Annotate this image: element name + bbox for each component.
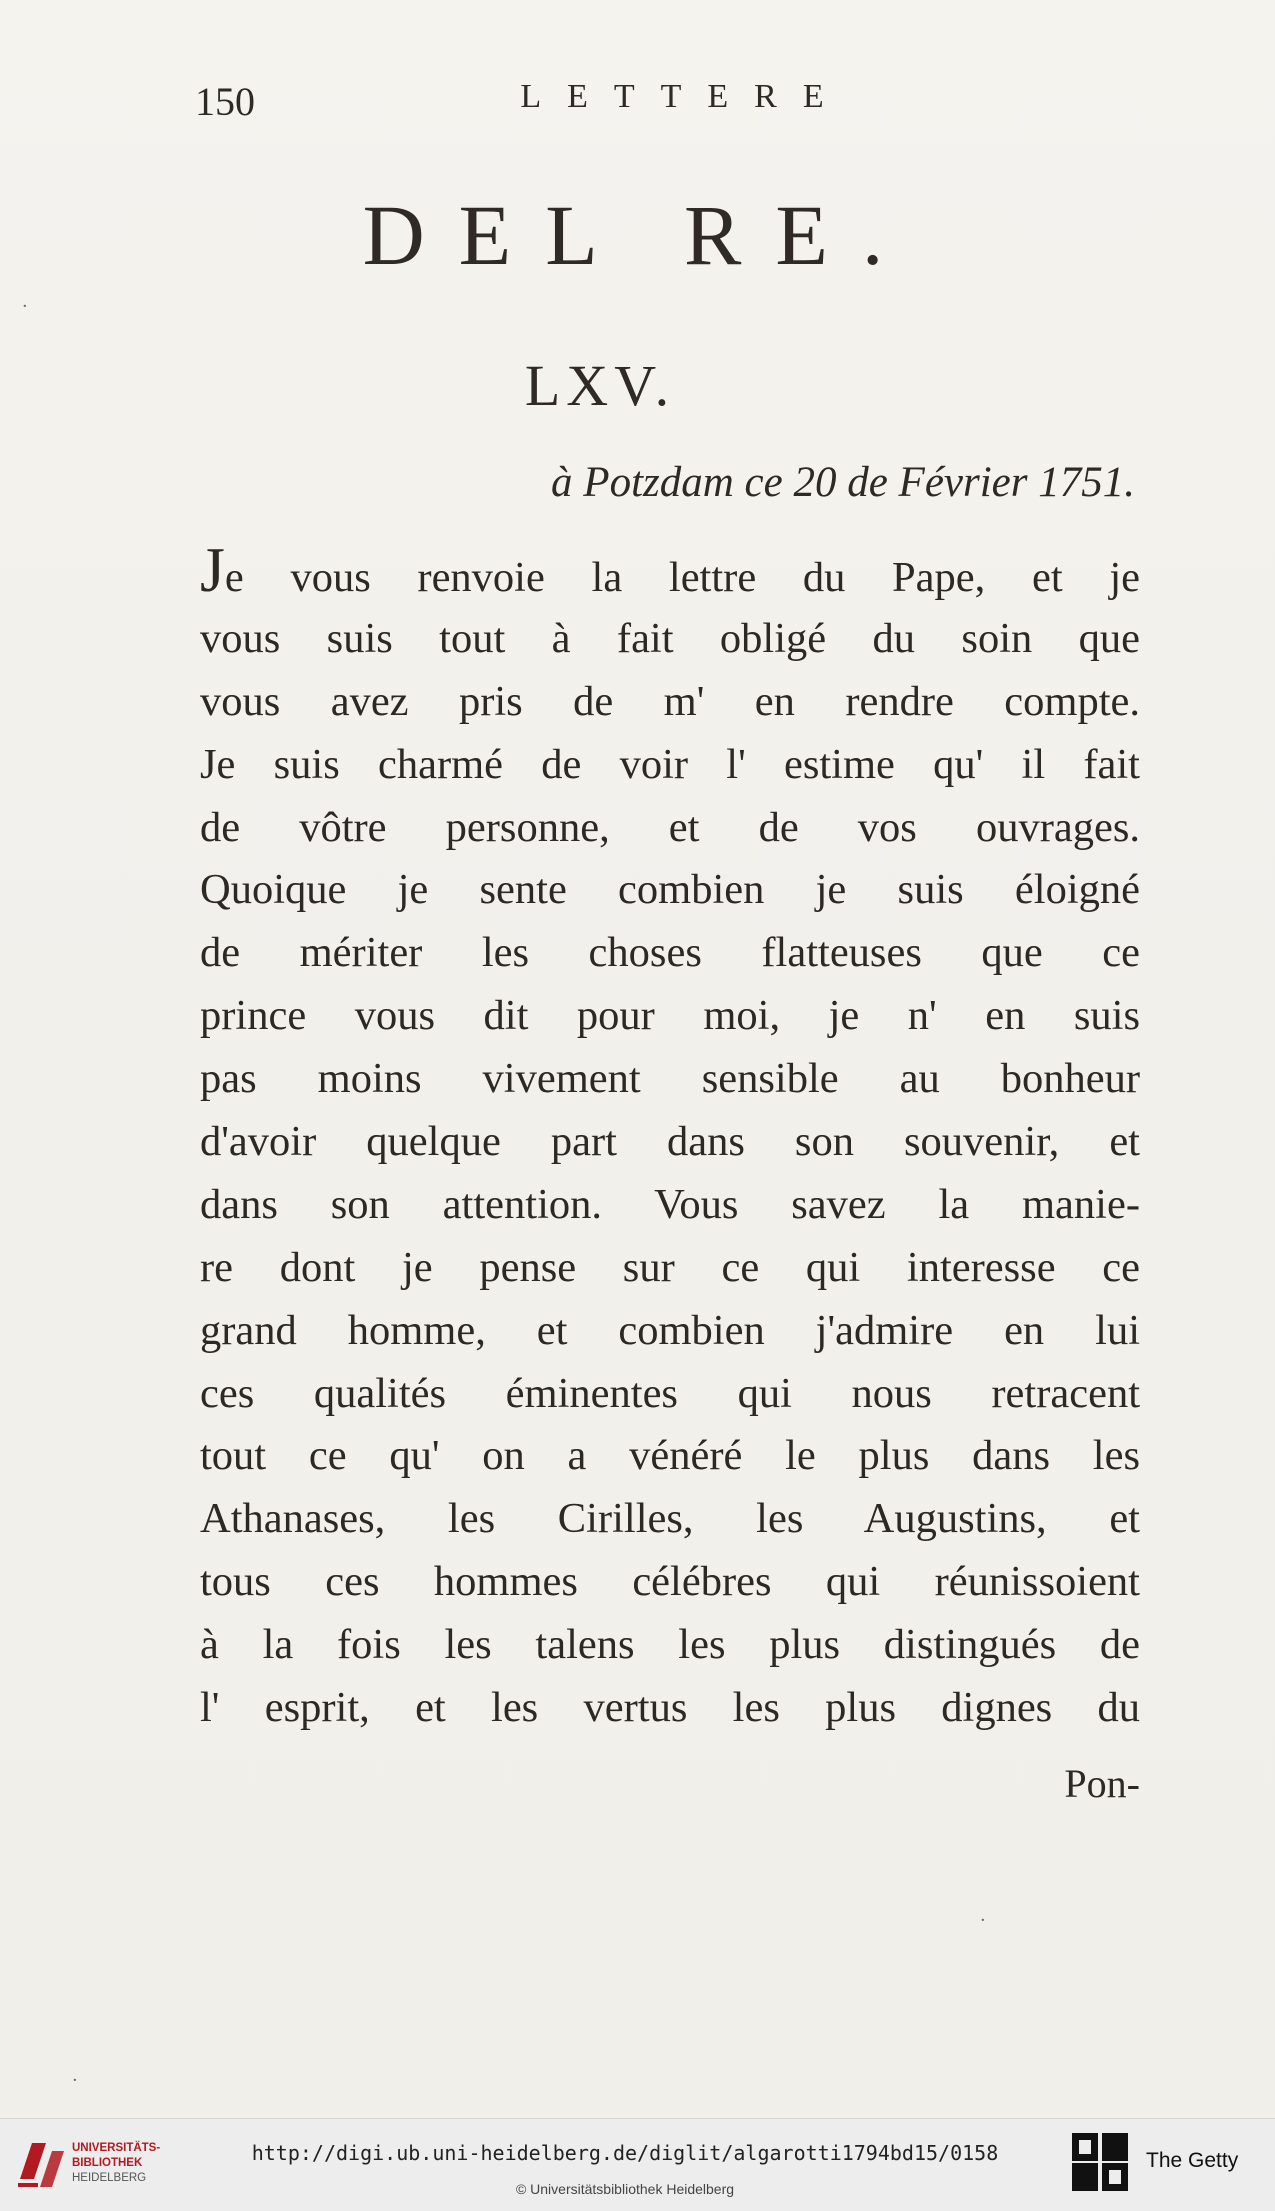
getty-logo-icon	[1070, 2131, 1130, 2193]
text-line: tous ces hommes célébres qui réunissoient	[200, 1558, 1140, 1606]
letter-number: LXV.	[524, 353, 676, 418]
paper-speck: ·	[72, 2070, 78, 2091]
text-line: Quoique je sente combien je suis éloigné	[200, 866, 1140, 914]
text-line: vous avez pris de m' en rendre compte.	[200, 677, 1140, 725]
running-head	[195, 78, 1145, 128]
catchword: Pon-	[1064, 1761, 1140, 1806]
text-line: vous suis tout à fait obligé du soin que	[200, 614, 1140, 662]
text-line: Athanases, les Cirilles, les Augustins, et	[200, 1495, 1140, 1543]
text-line: d'avoir quelque part dans son souvenir, et	[200, 1118, 1140, 1166]
drop-cap: J	[200, 545, 225, 605]
text-line: re dont je pense sur ce qui interesse ce	[200, 1243, 1140, 1291]
text-line: tout ce qu' on a vénéré le plus dans les	[200, 1432, 1140, 1480]
text-line: l' esprit, et les vertus les plus dignes du	[200, 1684, 1140, 1732]
text-line: ces qualités éminentes qui nous retracent	[200, 1369, 1140, 1417]
text-line: prince vous dit pour moi, je n' en suis	[200, 992, 1140, 1040]
footer-bar	[0, 2118, 1275, 2211]
paper-speck: ·	[22, 296, 28, 317]
page-number: 150	[195, 79, 255, 124]
library-name: UNIVERSITÄTS- BIBLIOTHEK HEIDELBERG	[72, 2142, 161, 2184]
text-line: à la fois les talens les plus distingués de	[200, 1621, 1140, 1669]
university-library-logo-icon	[12, 2135, 72, 2195]
text-line: grand homme, et combien j'admire en lui	[200, 1306, 1140, 1354]
text-line: Je suis charmé de voir l' estime qu' il fait	[200, 740, 1140, 788]
copyright-notice: © Universitätsbibliothek Heidelberg	[515, 2181, 735, 2197]
paper-speck: ·	[980, 1910, 986, 1931]
text-line: dans son attention. Vous savez la manie-	[200, 1180, 1140, 1228]
letter-body	[200, 545, 1140, 1740]
getty-label: The Getty	[1146, 2149, 1239, 2172]
section-title: DEL RE.	[362, 187, 918, 283]
text-line: Je vous renvoie la lettre du Pape, et je	[200, 545, 1140, 608]
text-line: de mériter les choses flatteuses que ce	[200, 929, 1140, 977]
running-title: LETTERE	[520, 78, 850, 115]
text-line: pas moins vivement sensible au bonheur	[200, 1055, 1140, 1103]
dateline: à Potzdam ce 20 de Février 1751.	[551, 459, 1135, 506]
permalink-url[interactable]: http://digi.ub.uni-heidelberg.de/diglit/algarotti1794bd15/0158	[251, 2141, 999, 2165]
text-line: de vôtre personne, et de vos ouvrages.	[200, 803, 1140, 851]
